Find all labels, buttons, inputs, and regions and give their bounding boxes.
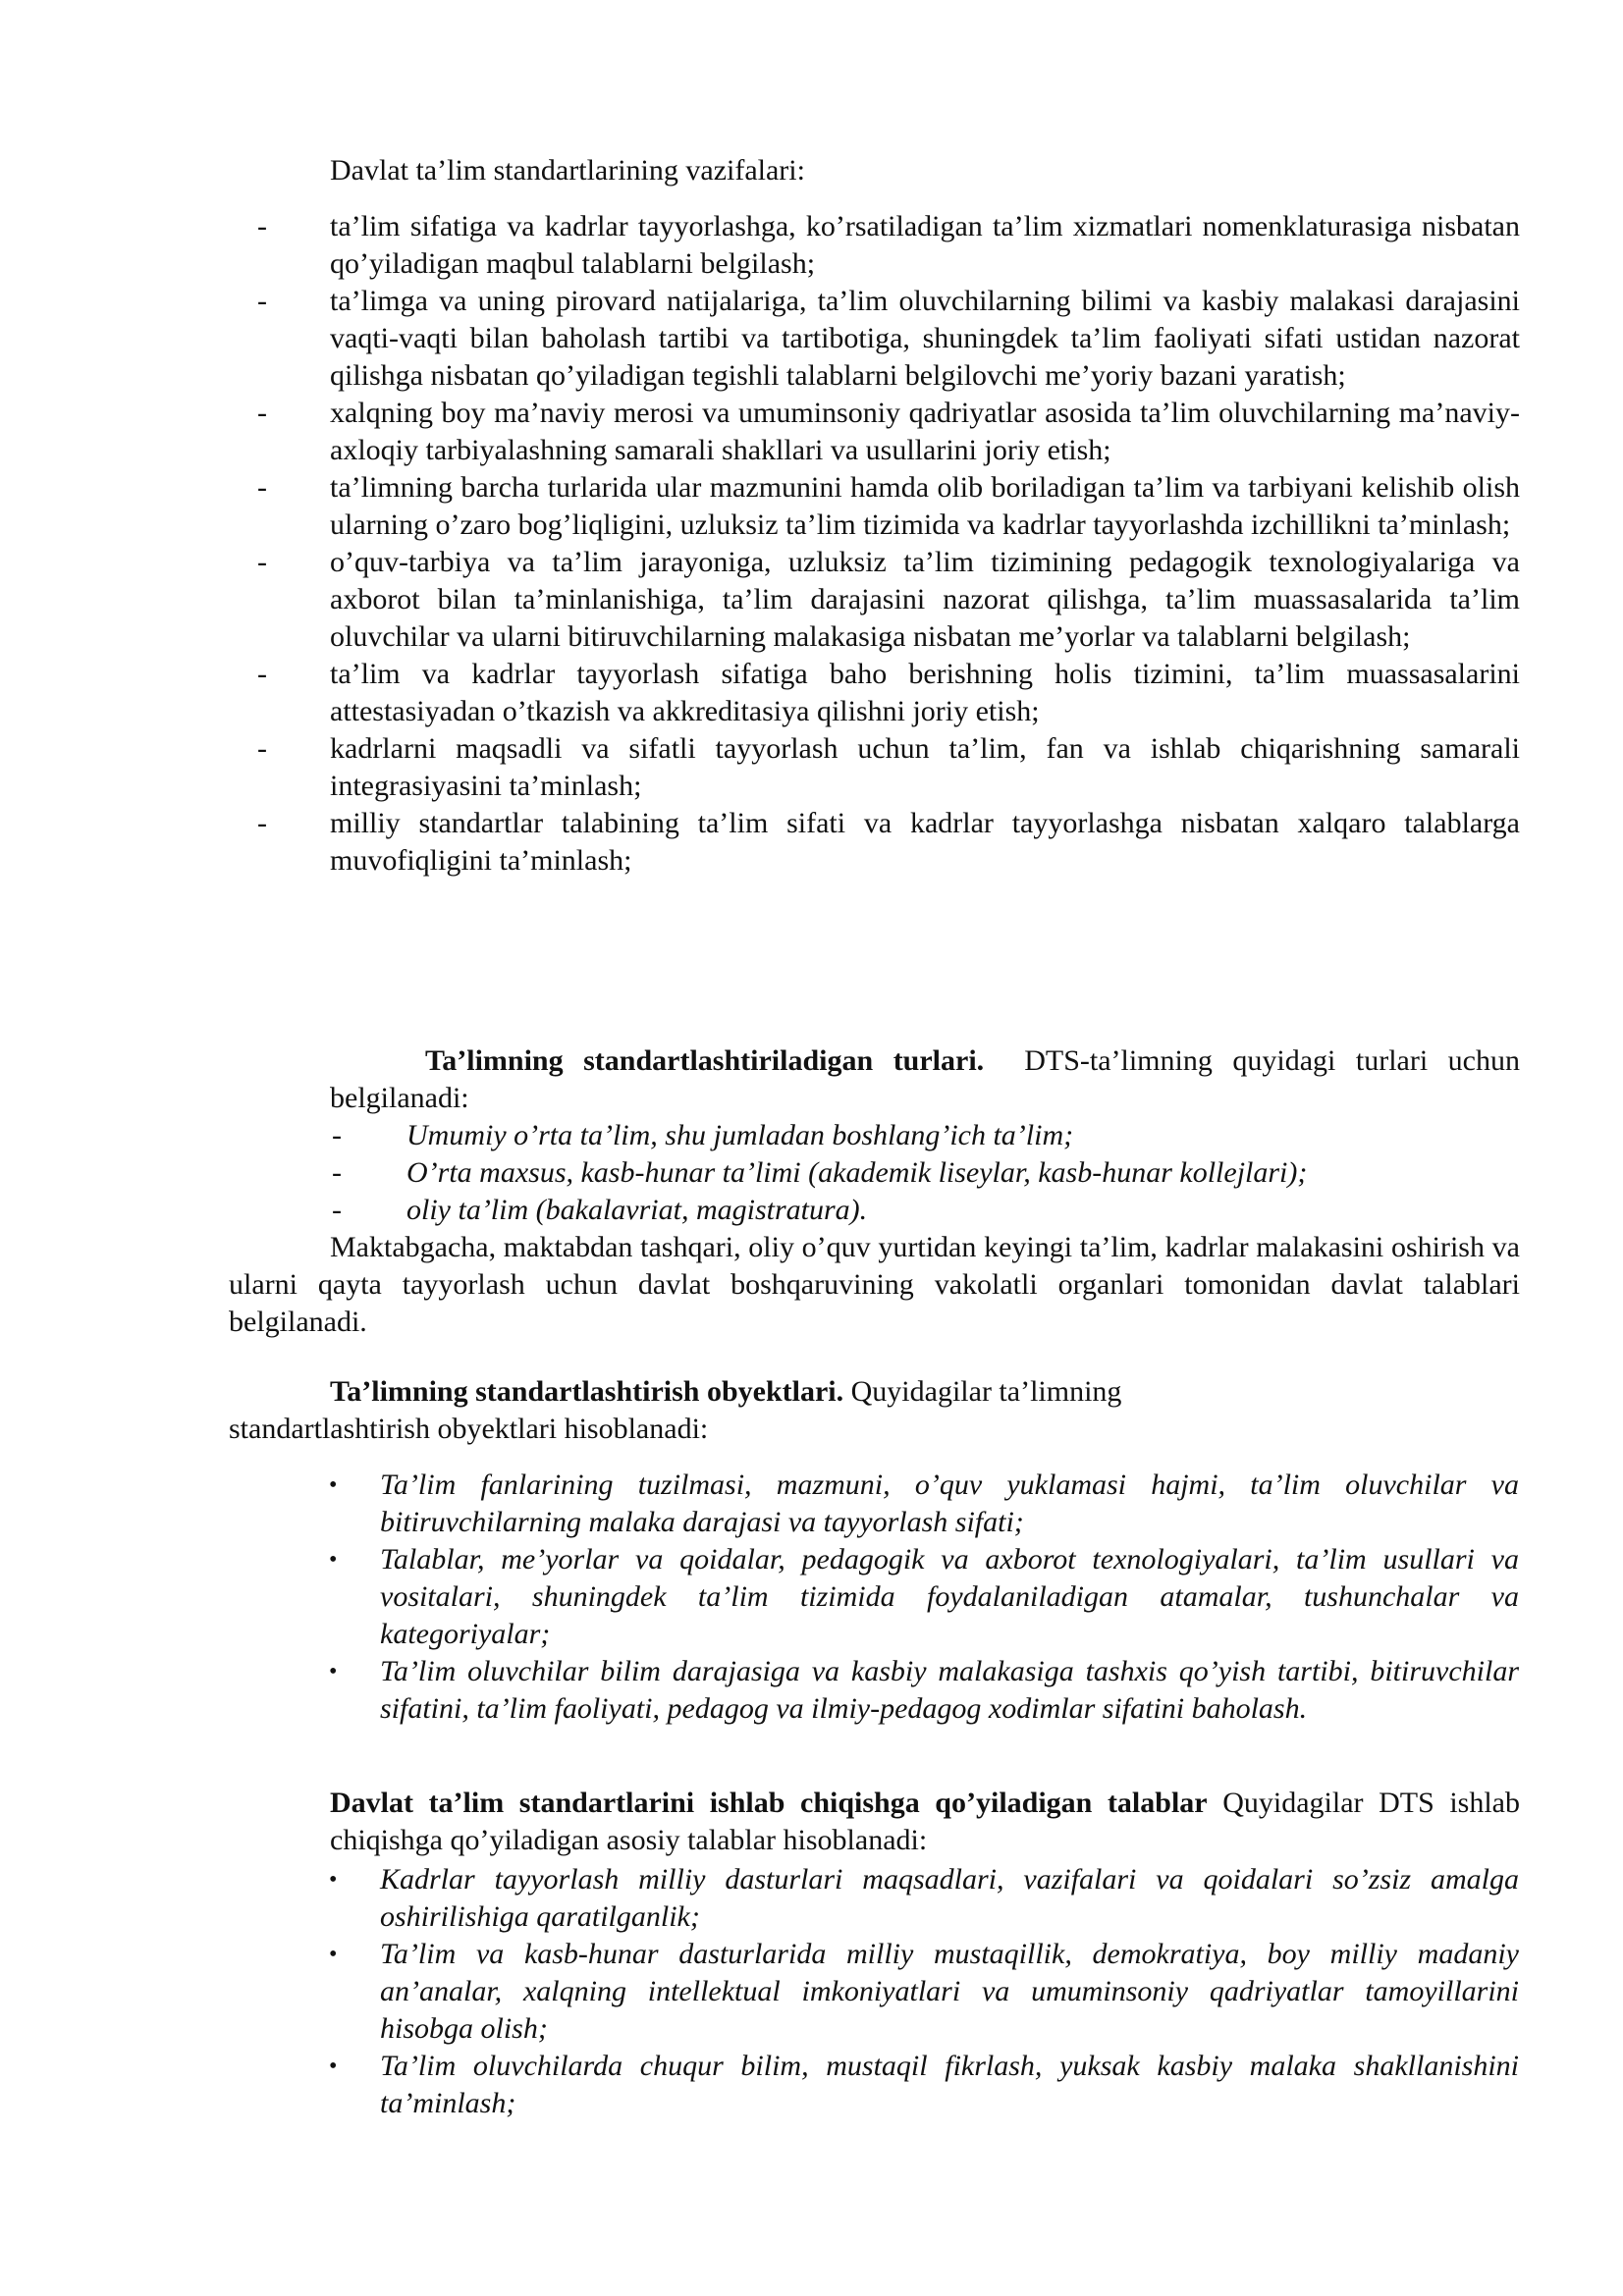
list-item — [0, 1154, 1623, 1192]
section3-list — [0, 1467, 1623, 1728]
section2-title: Ta’limning standartlashtiriladigan turlari. — [425, 1044, 985, 1077]
dash-marker: - — [257, 471, 267, 504]
list-item-text: ta’limning barcha turlarida ular mazmunini hamda olib boriladigan ta’lim va tarbiyani kelishib olish ularning o’zaro bog’liqligini, uzluksiz ta’lim tizimida va kadrlar tayyorlashda izchillikni ta’minlash; — [330, 471, 1520, 541]
dash-marker: - — [257, 285, 267, 317]
section2-text: DTS-ta’limning quyidagi turlari uchun belgilanadi: — [330, 1044, 1520, 1114]
list-item-text: o’quv-tarbiya va ta’lim jarayoniga, uzluksiz ta’lim tizimining pedagogik texnologiyalariga va axborot bilan ta’minlanishiga, ta’lim darajasini nazorat qilishga, ta’lim muassasalarida ta’lim oluvchilar va ularni bitiruvchilarning malakasiga nisbatan me’yorlar va talablarni belgilash; — [330, 546, 1520, 653]
bullet-marker: • — [329, 2054, 338, 2079]
bullet-marker: • — [329, 1942, 338, 1967]
list-item-text: xalqning boy ma’naviy merosi va umuminsoniy qadriyatlar asosida ta’lim oluvchilarning ma’naviy-axloqiy tarbiyalashning samarali shakllari va usullarini joriy etish; — [330, 397, 1520, 466]
dash-marker: - — [257, 397, 267, 429]
list-item — [0, 1541, 1519, 1653]
list-item-text: Ta’lim va kasb-hunar dasturlarida milliy mustaqillik, demokratiya, boy milliy madaniy an’analar, xalqning intellektual imkoniyatlari va umuminsoniy qadriyatlar tamoyillarini hisobga olish; — [380, 1938, 1519, 2045]
section2-intro — [330, 1042, 1520, 1117]
list-item — [0, 730, 1520, 805]
list-item-text: Umumiy o’rta ta’lim, shu jumladan boshlang’ich ta’lim; — [406, 1119, 1074, 1151]
list-item-text: oliy ta’lim (bakalavriat, magistratura). — [406, 1194, 868, 1226]
section4-title: Davlat ta’lim standartlarini ishlab chiqishga qo’yiladigan talablar — [330, 1787, 1208, 1819]
dash-marker: - — [257, 807, 267, 839]
section3-title: Ta’limning standartlashtirish obyektlari. — [330, 1375, 844, 1408]
section1-heading: Davlat ta’lim standartlarining vazifalari: — [330, 154, 805, 187]
section1-list — [0, 208, 1623, 880]
list-item — [0, 1861, 1519, 1936]
list-item — [0, 208, 1520, 283]
dash-marker: - — [257, 658, 267, 690]
list-item-text: Kadrlar tayyorlash milliy dasturlari maqsadlari, vazifalari va qoidalari so’zsiz amalga oshirilishiga qaratilganlik; — [380, 1863, 1519, 1933]
dash-marker: - — [332, 1119, 342, 1151]
list-item — [0, 395, 1520, 469]
dash-marker: - — [332, 1194, 342, 1226]
list-item-text: Ta’lim fanlarining tuzilmasi, mazmuni, o’quv yuklamasi hajmi, ta’lim oluvchilar va bitiruvchilarning malaka darajasi va tayyorlash sifati; — [380, 1468, 1519, 1538]
list-item — [0, 1936, 1519, 2048]
list-item — [0, 805, 1520, 880]
list-item — [0, 1192, 1623, 1229]
list-item-text: ta’lim sifatiga va kadrlar tayyorlashga, ko’rsatiladigan ta’lim xizmatlari nomenklaturasiga nisbatan qo’yiladigan maqbul talablarni belgilash; — [330, 210, 1520, 280]
dash-marker: - — [257, 210, 267, 242]
section2-paragraph: Maktabgacha, maktabdan tashqari, oliy o’quv yurtidan keyingi ta’lim, kadrlar malakasini oshirish va ularni qayta tayyorlash uchun davlat boshqaruvining vakolatli organlari tomonidan davlat talablari belgilanadi. — [229, 1231, 1520, 1338]
section2-list — [0, 1117, 1623, 1229]
list-item — [0, 1653, 1519, 1728]
list-item-text: ta’limga va uning pirovard natijalariga, ta’lim oluvchilarning bilimi va kasbiy malakasi darajasini vaqti-vaqti bilan baholash tartibi va tartibotiga, shuningdek ta’lim faoliyati sifati ustidan nazorat qilishga nisbatan qo’yiladigan tegishli talablarni belgilovchi me’yoriy bazani yaratish; — [330, 285, 1520, 392]
bullet-marker: • — [329, 1659, 338, 1684]
list-item — [0, 544, 1520, 656]
list-item — [0, 1467, 1519, 1541]
list-item-text: milliy standartlar talabining ta’lim sifati va kadrlar tayyorlashga nisbatan xalqaro talablarga muvofiqligini ta’minlash; — [330, 807, 1520, 877]
dash-marker: - — [257, 732, 267, 765]
bullet-marker: • — [329, 1867, 338, 1893]
list-item-text: Ta’lim oluvchilar bilim darajasiga va kasbiy malakasiga tashxis qo’yish tartibi, bitiruvchilar sifatini, ta’lim faoliyati, pedagog va ilmiy-pedagog xodimlar sifatini baholash. — [380, 1655, 1519, 1725]
list-item-text: ta’lim va kadrlar tayyorlash sifatiga baho berishning holis tizimini, ta’lim muassasalarini attestasiyadan o’tkazish va akkreditasiya qilishni joriy etish; — [330, 658, 1520, 727]
section3-text-line1: Quyidagilar ta’limning — [850, 1375, 1122, 1408]
dash-marker: - — [332, 1156, 342, 1189]
bullet-marker: • — [329, 1472, 338, 1498]
list-item — [0, 2048, 1519, 2122]
list-item — [0, 1117, 1623, 1154]
list-item-text: kadrlarni maqsadli va sifatli tayyorlash uchun ta’lim, fan va ishlab chiqarishning samarali integrasiyasini ta’minlash; — [330, 732, 1520, 802]
list-item — [0, 469, 1520, 544]
bullet-marker: • — [329, 1547, 338, 1573]
section3-text-line2: standartlashtirish obyektlari hisoblanadi: — [229, 1413, 709, 1445]
list-item-text: Talablar, me’yorlar va qoidalar, pedagogik va axborot texnologiyalari, ta’lim usullari va vositalari, shuningdek ta’lim tizimida foydalaniladigan atamalar, tushunchalar va kategoriyalar; — [380, 1543, 1519, 1650]
section4-text: Quyidagilar DTS ishlab chiqishga qo’yiladigan asosiy talablar hisoblanadi: — [330, 1787, 1520, 1856]
list-item-text: Ta’lim oluvchilarda chuqur bilim, mustaqil fikrlash, yuksak kasbiy malaka shakllanishini ta’minlash; — [380, 2050, 1519, 2119]
list-item — [0, 656, 1520, 730]
section4-intro — [330, 1785, 1520, 1859]
dash-marker: - — [257, 546, 267, 578]
list-item — [0, 283, 1520, 395]
section4-list — [0, 1861, 1623, 2122]
section3-intro — [229, 1373, 1520, 1448]
list-item-text: O’rta maxsus, kasb-hunar ta’limi (akademik liseylar, kasb-hunar kollejlari); — [406, 1156, 1308, 1189]
